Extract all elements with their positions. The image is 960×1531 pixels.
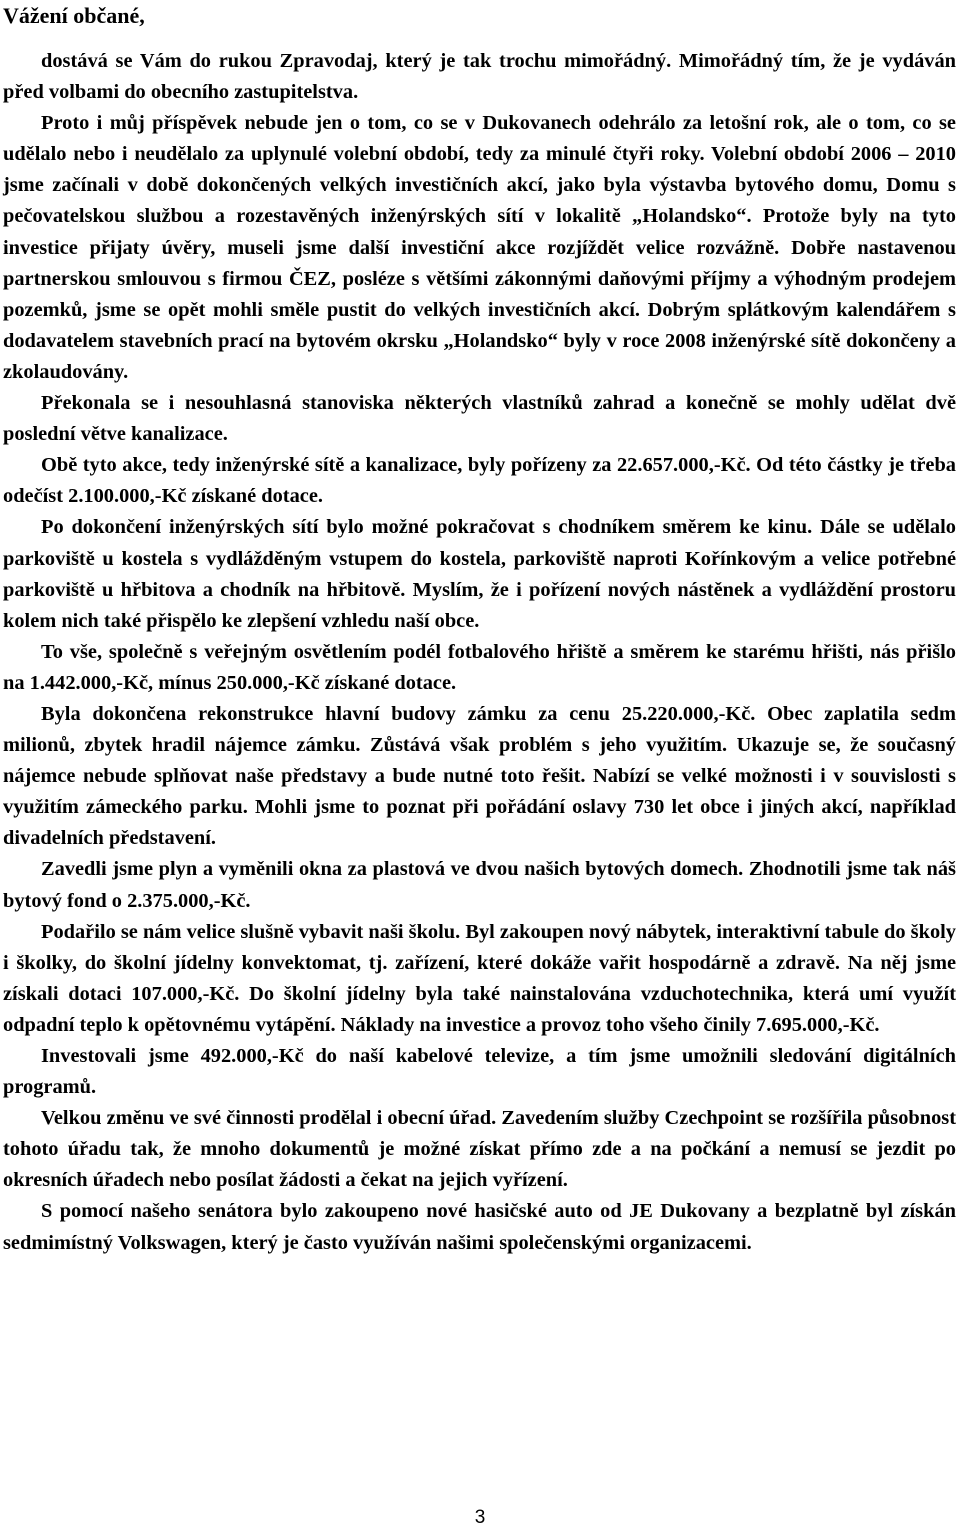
paragraph-lighting: To vše, společně s veřejným osvětlením podél fotbalového hřiště a směrem ke starému hřišti, nás přišlo na 1.442.000,-Kč, mínus 250.000,-Kč získané dotace. bbox=[3, 640, 956, 694]
document-page bbox=[3, 0, 956, 1259]
article-body bbox=[3, 46, 956, 1259]
paragraph-school: Podařilo se nám velice slušně vybavit naši školu. Byl zakoupen nový nábytek, interaktivní tabule do školy i školky, do školní jídelny konvektomat, tj. zařízení, které dokáže vařit hospodárně a zdravě. Na něj jsme získali dotaci 107.000,-Kč. Do školní jídelny byla také nainstalována vzduchotechnika, která umí využít odpadní teplo k opětovnému vytápění. Náklady na investice a provoz toho všeho činily 7.695.000,-Kč. bbox=[3, 920, 956, 1036]
paragraph-intro: dostává se Vám do rukou Zpravodaj, který je tak trochu mimořádný. Mimořádný tím, že je vydáván před volbami do obecního zastupitelstva. bbox=[3, 50, 956, 104]
paragraph-cable-tv: Investovali jsme 492.000,-Kč do naší kabelové televize, a tím jsme umožnili sledování digitálních programů. bbox=[3, 1045, 956, 1099]
paragraph-election-period: Proto i můj příspěvek nebude jen o tom, co se v Dukovanech odehrálo za letošní rok, ale o tom, co se udělalo nebo i neudělalo za uplynulé volební období, tedy za minulé čtyři roky. Volební období 2006 – 2010 jsme začínali v době dokončených velkých investičních akcí, jako byla výstavba bytového domu, Domu s pečovatelskou službou a rozestavěných inženýrských sítí v lokalitě „Holandsko“. Protože byly na tyto investice přijaty úvěry, museli jsme další investiční akce rozjíždět velice rozvážně. Dobře nastavenou partnerskou smlouvou s firmou ČEZ, posléze s většími zákonnými daňovými příjmy a výhodným prodejem pozemků, jsme se opět mohli směle pustit do velkých investičních akcí. Dobrým splátkovým kalendářem s dodavatelem stavebních prací na bytovém okrsku „Holandsko“ byly v roce 2008 inženýrské sítě dokončeny a zkolaudovány. bbox=[3, 112, 956, 383]
paragraph-municipal-office: Velkou změnu ve své činnosti prodělal i obecní úřad. Zavedením služby Czechpoint se rozšířila působnost tohoto úřadu tak, že mnoho dokumentů je možné získat přímo zde a na počkání a nemusí se jezdit po okresních úřadech nebo posílat žádosti a čekat na jejich vyřízení. bbox=[3, 1107, 956, 1192]
paragraph-fire-truck: S pomocí našeho senátora bylo zakoupeno nové hasičské auto od JE Dukovany a bezplatně byl získán sedmimístný Volkswagen, který je často využíván našimi společenskými organizacemi. bbox=[3, 1200, 956, 1254]
paragraph-chateau: Byla dokončena rekonstrukce hlavní budovy zámku za cenu 25.220.000,-Kč. Obec zaplatila sedm milionů, zbytek hradil nájemce zámku. Zůstává však problém s jeho využitím. Ukazuje se, že současný nájemce nebude splňovat naše představy a bude nutné toto řešit. Nabízí se velké možnosti i v souvislosti s využitím zámeckého parku. Mohli jsme to poznat při pořádání oslavy 730 let obce i jiných akcí, například divadelních představení. bbox=[3, 702, 956, 850]
salutation-heading: Vážení občané, bbox=[3, 3, 145, 28]
paragraph-sidewalks: Po dokončení inženýrských sítí bylo možné pokračovat s chodníkem směrem ke kinu. Dále se udělalo parkoviště u kostela s vydlážděným vstupem do kostela, parkoviště naproti Kořínkovým a velice potřebné parkoviště u hřbitova a chodník na hřbitově. Myslím, že i pořízení nových nástěnek a vydláždění prostoru kolem nich také přispělo ke zlepšení vzhledu naší obce. bbox=[3, 516, 956, 632]
paragraph-housing: Zavedli jsme plyn a vyměnili okna za plastová ve dvou našich bytových domech. Zhodnotili jsme tak náš bytový fond o 2.375.000,-Kč. bbox=[3, 858, 956, 912]
paragraph-sewerage: Překonala se i nesouhlasná stanoviska některých vlastníků zahrad a konečně se mohly udělat dvě poslední větve kanalizace. bbox=[3, 392, 956, 446]
page-number: 3 bbox=[474, 1507, 486, 1528]
paragraph-costs: Obě tyto akce, tedy inženýrské sítě a kanalizace, byly pořízeny za 22.657.000,-Kč. Od této částky je třeba odečíst 2.100.000,-Kč získané dotace. bbox=[3, 454, 956, 508]
